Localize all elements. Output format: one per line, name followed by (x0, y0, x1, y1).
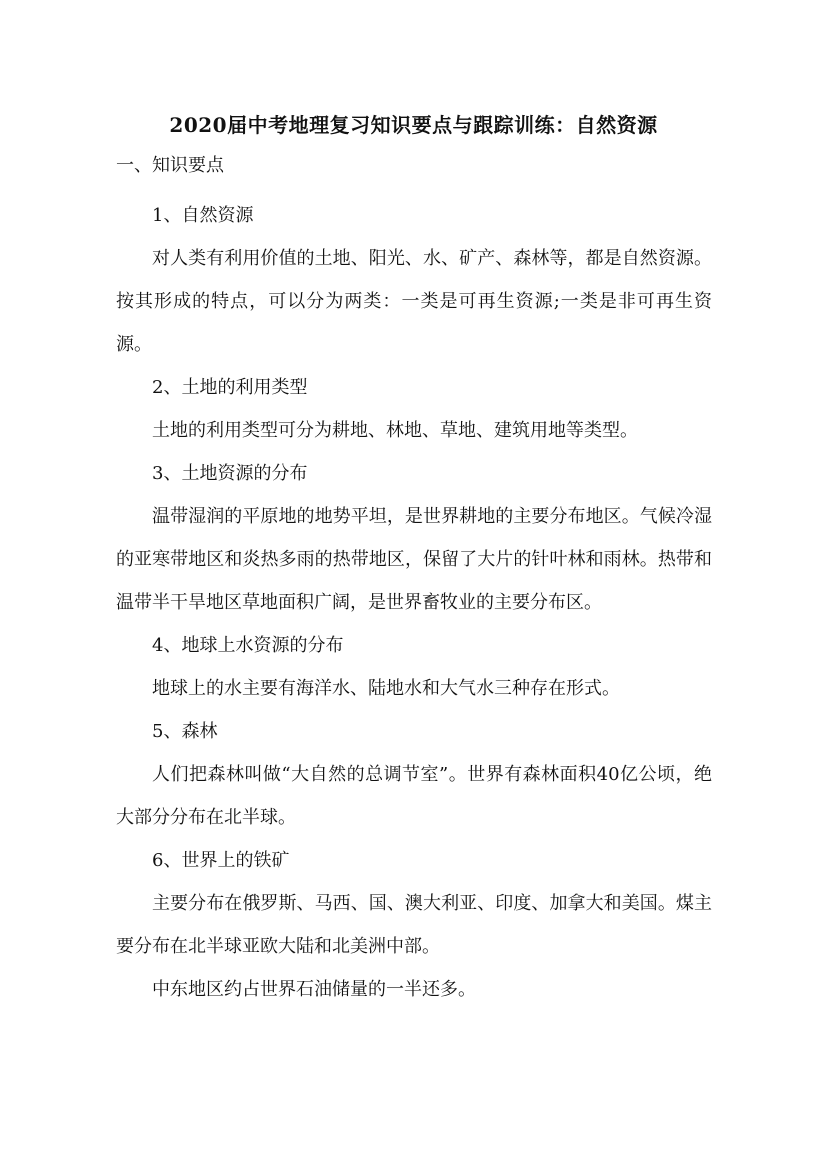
subheading-land-use-types: 2、土地的利用类型 (152, 377, 308, 398)
document-title: 2020届中考地理复习知识要点与跟踪训练：自然资源 (169, 113, 658, 137)
section-heading: 一、知识要点 (116, 155, 224, 176)
paragraph-natural-resources: 对人类有利用价值的土地、阳光、水、矿产、森林等，都是自然资源。按其形成的特点，可以分为两类：一类是可再生资源;一类是非可再生资源。 (116, 248, 712, 355)
subheading-land-distribution: 3、土地资源的分布 (152, 463, 308, 484)
paragraph-middle-east-oil: 中东地区约占世界石油储量的一半还多。 (152, 979, 476, 1000)
subheading-forest: 5、森林 (152, 721, 218, 742)
paragraph-water-distribution: 地球上的水主要有海洋水、陆地水和大气水三种存在形式。 (152, 678, 620, 699)
subheading-iron-ore: 6、世界上的铁矿 (152, 850, 290, 871)
subheading-water-distribution: 4、地球上水资源的分布 (152, 635, 344, 656)
subheading-natural-resources: 1、自然资源 (152, 205, 254, 226)
paragraph-iron-ore: 主要分布在俄罗斯、马西、国、澳大利亚、印度、加拿大和美国。煤主要分布在北半球亚欧大陆和北美洲中部。 (116, 893, 712, 957)
document-body (116, 194, 712, 1011)
paragraph-land-distribution: 温带湿润的平原地的地势平坦，是世界耕地的主要分布地区。气候冷湿的亚寒带地区和炎热多雨的热带地区，保留了大片的针叶林和雨林。热带和温带半干旱地区草地面积广阔，是世界畜牧业的主要分布区。 (116, 506, 712, 613)
paragraph-land-use-types: 土地的利用类型可分为耕地、林地、草地、建筑用地等类型。 (152, 420, 638, 441)
paragraph-forest: 人们把森林叫做“大自然的总调节室”。世界有森林面积40亿公顷，绝大部分分布在北半球。 (116, 764, 712, 828)
